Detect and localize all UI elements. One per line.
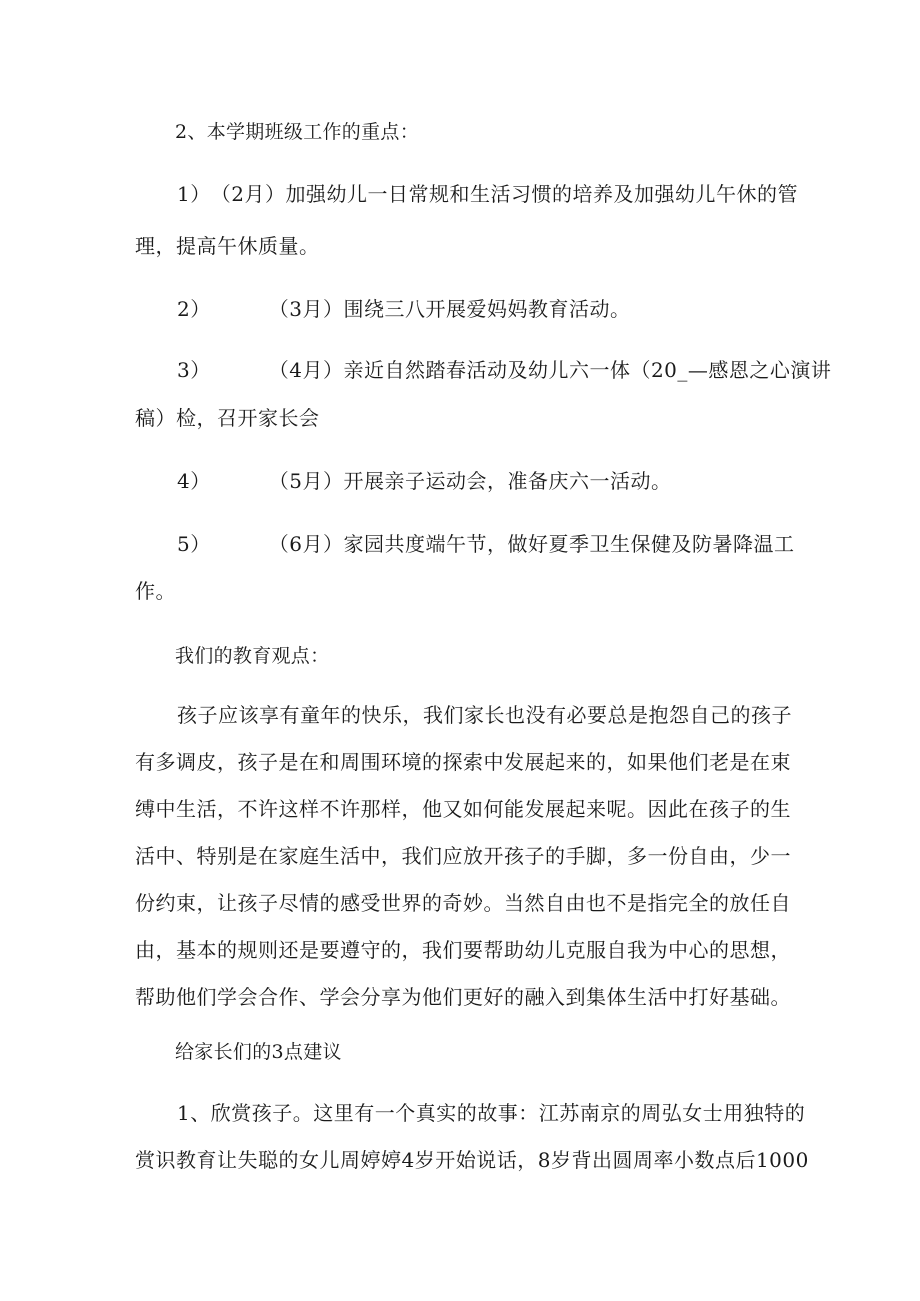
item-text: （6月）家园共度端午节，做好夏季卫生保健及防暑降温工 [268, 532, 795, 556]
view-line-4: 活中、特别是在家庭生活中，我们应放开孩子的手脚，多一份自由，少一 [135, 844, 791, 868]
view-line-7: 帮助他们学会合作、学会分享为他们更好的融入到集体生活中打好基础。 [135, 985, 791, 1009]
focus-item-2 [177, 295, 630, 323]
heading-view: 我们的教育观点： [175, 645, 330, 667]
focus-item-4 [177, 467, 671, 495]
item-text: （2月）加强幼儿一日常规和生活习惯的培养及加强幼儿午休的管 [210, 182, 798, 206]
focus-item-5 [177, 530, 794, 558]
item-number: 5） [177, 532, 211, 556]
item-text: （3月）围绕三八开展爱妈妈教育活动。 [268, 297, 631, 321]
item-number: 3） [177, 358, 211, 382]
item-number: 4） [177, 469, 211, 493]
heading-focus: 2、本学期班级工作的重点： [175, 121, 419, 143]
advice-line-1: 1、欣赏孩子。这里有一个真实的故事：江苏南京的周弘女士用独特的 [177, 1101, 806, 1125]
advice-line-2: 赏识教育让失聪的女儿周婷婷4岁开始说话，8岁背出圆周率小数点后1000 [135, 1148, 809, 1172]
focus-item-1 [177, 180, 798, 208]
focus-item-5-cont: 作。 [135, 579, 176, 603]
view-line-6: 由，基本的规则还是要遵守的，我们要帮助幼儿克服自我为中心的思想， [135, 938, 791, 962]
heading-advice: 给家长们的3点建议 [175, 1041, 342, 1063]
focus-item-1-cont: 理，提高午休质量。 [135, 234, 320, 258]
item-text: （4月）亲近自然踏春活动及幼儿六一体（20_—感恩之心演讲 [268, 358, 832, 382]
view-line-1: 孩子应该享有童年的快乐，我们家长也没有必要总是抱怨自己的孩子 [177, 703, 792, 727]
item-number: 2） [177, 297, 211, 321]
view-line-3: 缚中生活，不许这样不许那样，他又如何能发展起来呢。因此在孩子的生 [135, 797, 791, 821]
focus-item-3 [177, 356, 831, 384]
item-number: 1） [177, 182, 211, 206]
view-line-2: 有多调皮，孩子是在和周围环境的探索中发展起来的，如果他们老是在束 [135, 750, 791, 774]
item-text: （5月）开展亲子运动会，准备庆六一活动。 [268, 469, 672, 493]
focus-item-3-cont: 稿）检，召开家长会 [135, 406, 320, 430]
view-line-5: 份约束，让孩子尽情的感受世界的奇妙。当然自由也不是指完全的放任自 [135, 891, 791, 915]
